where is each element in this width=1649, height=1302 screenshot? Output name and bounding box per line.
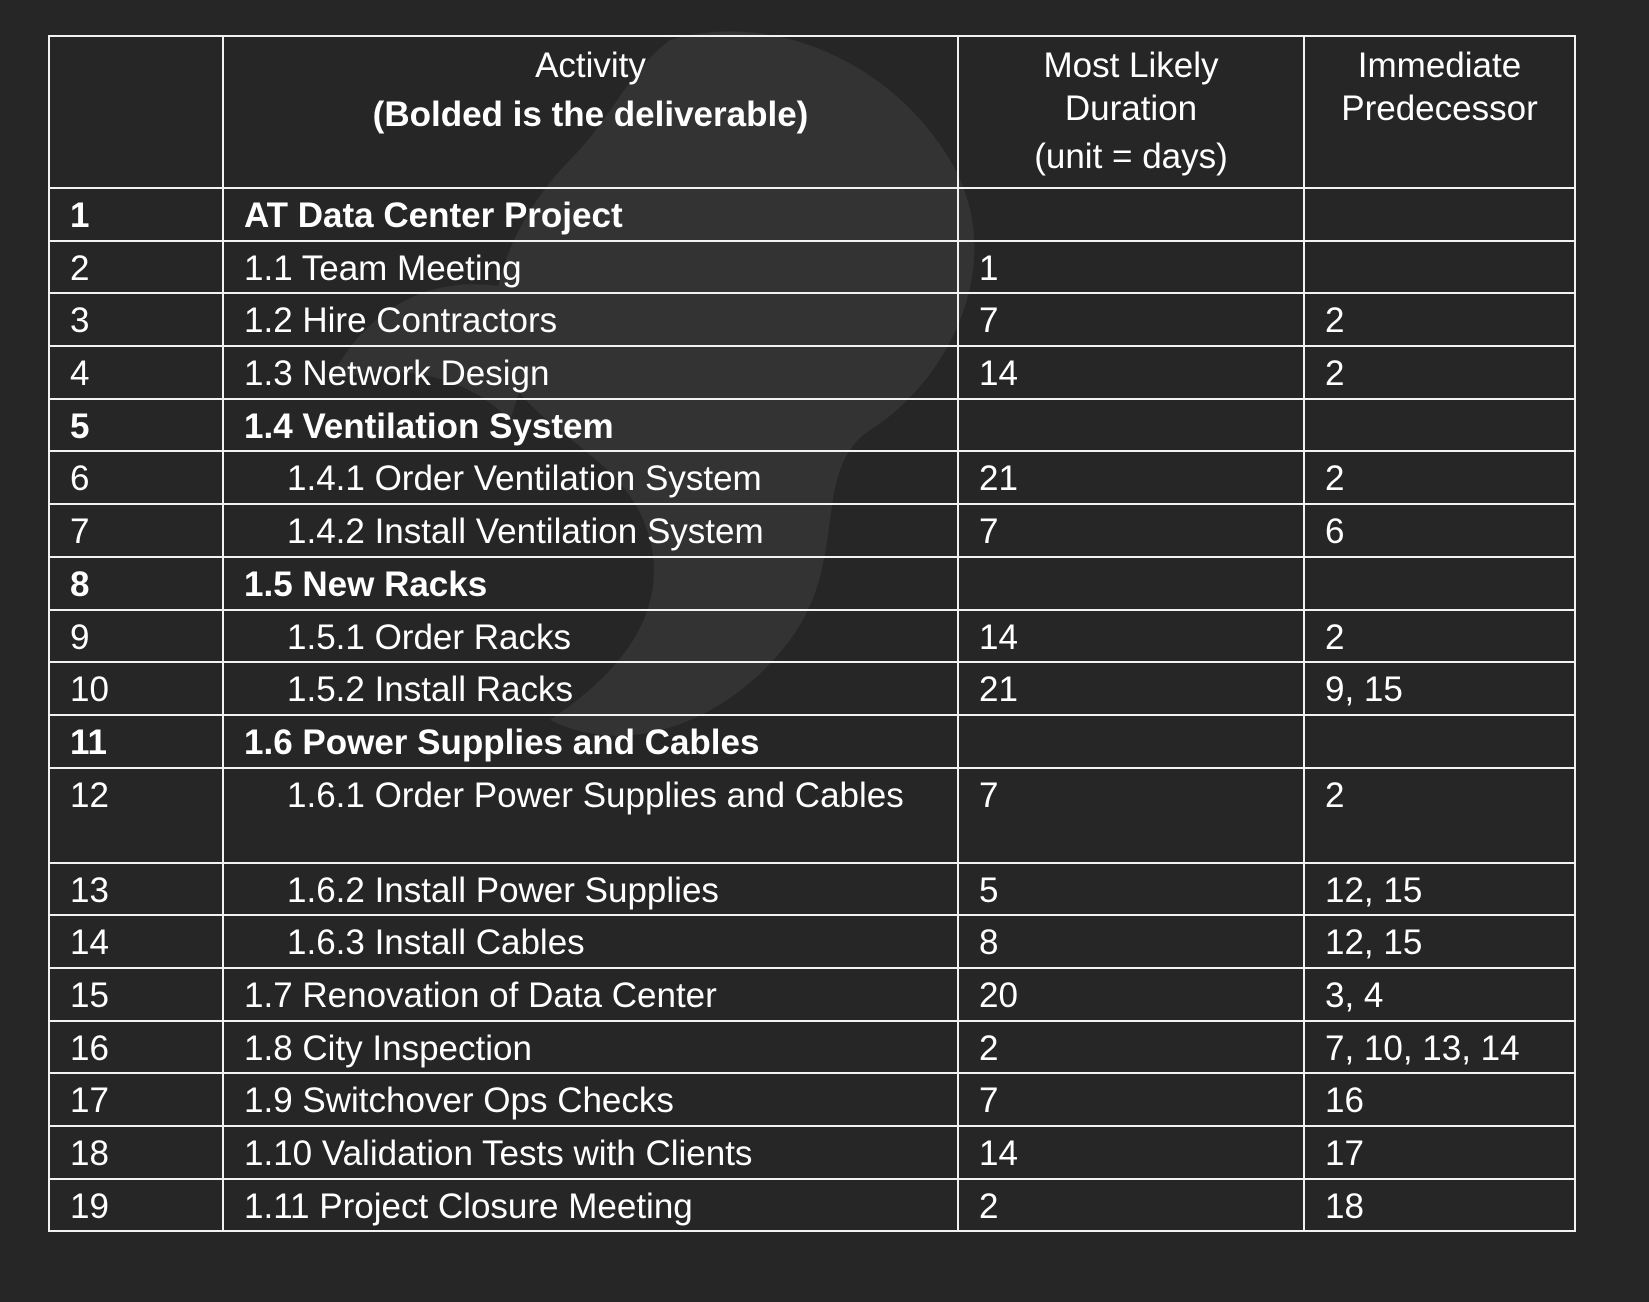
row-activity <box>223 662 958 715</box>
row-duration <box>958 399 1304 452</box>
row-predecessor: 2 <box>1304 451 1575 504</box>
header-predecessor-line1: Immediate <box>1357 46 1522 85</box>
row-predecessor <box>1304 557 1575 610</box>
row-duration: 7 <box>958 768 1304 863</box>
row-predecessor: 6 <box>1304 504 1575 557</box>
activity-text: 1.1 Team Meeting <box>244 248 522 288</box>
header-number <box>49 36 223 188</box>
row-activity <box>223 293 958 346</box>
row-number: 2 <box>49 241 223 294</box>
table-row <box>49 241 1575 294</box>
row-activity <box>223 768 958 863</box>
row-activity <box>223 1073 958 1126</box>
row-duration: 7 <box>958 1073 1304 1126</box>
table-row <box>49 188 1575 241</box>
activity-text: 1.6 Power Supplies and Cables <box>244 722 760 762</box>
activity-text: AT Data Center Project <box>244 196 623 235</box>
row-predecessor: 16 <box>1304 1073 1575 1126</box>
row-activity <box>223 557 958 610</box>
row-duration: 2 <box>958 1021 1304 1074</box>
activity-text: 1.6.2 Install Power Supplies <box>287 870 719 910</box>
header-duration-unit: (unit = days) <box>1034 137 1228 177</box>
activity-text: 1.5 New Racks <box>244 564 488 604</box>
row-activity <box>223 968 958 1021</box>
activity-text: 1.2 Hire Contractors <box>244 301 558 341</box>
header-duration-line2: Duration <box>1064 88 1198 128</box>
header-predecessor-line2: Predecessor <box>1341 88 1538 128</box>
row-duration: 14 <box>958 346 1304 399</box>
table-row <box>49 557 1575 610</box>
row-number: 6 <box>49 451 223 504</box>
row-predecessor: 2 <box>1304 768 1575 863</box>
activity-text: 1.3 Network Design <box>244 354 550 394</box>
row-duration: 1 <box>958 241 1304 294</box>
row-activity <box>223 610 958 663</box>
row-activity <box>223 346 958 399</box>
row-number: 7 <box>49 504 223 557</box>
row-predecessor <box>1304 715 1575 768</box>
activity-text: 1.9 Switchover Ops Checks <box>244 1081 674 1121</box>
row-number: 11 <box>49 715 223 768</box>
row-activity <box>223 451 958 504</box>
row-predecessor <box>1304 188 1575 241</box>
table-row <box>49 504 1575 557</box>
row-number: 19 <box>49 1179 223 1232</box>
row-predecessor <box>1304 399 1575 452</box>
table-row <box>49 399 1575 452</box>
row-duration: 21 <box>958 451 1304 504</box>
row-predecessor: 2 <box>1304 610 1575 663</box>
row-predecessor: 7, 10, 13, 14 <box>1304 1021 1575 1074</box>
row-number: 10 <box>49 662 223 715</box>
header-activity-title: Activity <box>535 46 646 85</box>
row-duration <box>958 188 1304 241</box>
row-number: 18 <box>49 1126 223 1179</box>
row-duration: 8 <box>958 915 1304 968</box>
row-duration: 2 <box>958 1179 1304 1232</box>
table-header-row <box>49 36 1575 188</box>
activity-text: 1.4.1 Order Ventilation System <box>287 459 762 499</box>
row-predecessor: 17 <box>1304 1126 1575 1179</box>
table-row <box>49 1073 1575 1126</box>
row-number: 13 <box>49 863 223 916</box>
activity-text: 1.11 Project Closure Meeting <box>244 1186 693 1226</box>
header-duration <box>958 36 1304 188</box>
activity-text: 1.8 City Inspection <box>244 1028 532 1068</box>
table-row <box>49 968 1575 1021</box>
row-duration <box>958 715 1304 768</box>
header-duration-line1: Most Likely <box>1043 46 1219 85</box>
row-activity <box>223 1021 958 1074</box>
row-number: 8 <box>49 557 223 610</box>
table-row <box>49 346 1575 399</box>
row-duration: 5 <box>958 863 1304 916</box>
row-activity <box>223 863 958 916</box>
row-predecessor <box>1304 241 1575 294</box>
row-duration: 7 <box>958 293 1304 346</box>
header-activity-note: (Bolded is the deliverable) <box>372 94 809 134</box>
header-predecessor <box>1304 36 1575 188</box>
row-number: 17 <box>49 1073 223 1126</box>
row-number: 16 <box>49 1021 223 1074</box>
row-predecessor: 2 <box>1304 293 1575 346</box>
activity-text: 1.4.2 Install Ventilation System <box>287 512 764 552</box>
activity-text: 1.6.3 Install Cables <box>287 923 585 963</box>
activity-text: 1.10 Validation Tests with Clients <box>244 1134 753 1173</box>
row-number: 15 <box>49 968 223 1021</box>
row-activity <box>223 399 958 452</box>
activity-text: 1.5.2 Install Racks <box>287 670 573 710</box>
row-activity <box>223 504 958 557</box>
activity-text: 1.4 Ventilation System <box>244 406 614 446</box>
row-predecessor: 18 <box>1304 1179 1575 1232</box>
row-number: 12 <box>49 768 223 863</box>
row-duration: 21 <box>958 662 1304 715</box>
row-predecessor: 3, 4 <box>1304 968 1575 1021</box>
row-activity <box>223 1179 958 1232</box>
row-activity <box>223 241 958 294</box>
table-row <box>49 1021 1575 1074</box>
table-row <box>49 662 1575 715</box>
table-row <box>49 293 1575 346</box>
row-number: 1 <box>49 188 223 241</box>
row-activity <box>223 915 958 968</box>
row-number: 3 <box>49 293 223 346</box>
activity-text: 1.7 Renovation of Data Center <box>244 975 717 1015</box>
table-row <box>49 1179 1575 1232</box>
table-row <box>49 1126 1575 1179</box>
row-activity <box>223 188 958 241</box>
activity-text: 1.6.1 Order Power Supplies and Cables <box>287 775 904 815</box>
row-predecessor: 12, 15 <box>1304 915 1575 968</box>
row-number: 5 <box>49 399 223 452</box>
row-duration <box>958 557 1304 610</box>
table-row <box>49 451 1575 504</box>
row-activity <box>223 715 958 768</box>
table-row <box>49 715 1575 768</box>
row-predecessor: 2 <box>1304 346 1575 399</box>
table-row <box>49 768 1575 863</box>
row-duration: 7 <box>958 504 1304 557</box>
row-number: 9 <box>49 610 223 663</box>
row-predecessor: 9, 15 <box>1304 662 1575 715</box>
activity-text: 1.5.1 Order Racks <box>287 617 571 657</box>
header-activity <box>223 36 958 188</box>
row-duration: 20 <box>958 968 1304 1021</box>
table-row <box>49 915 1575 968</box>
row-number: 4 <box>49 346 223 399</box>
table-row <box>49 610 1575 663</box>
row-activity <box>223 1126 958 1179</box>
row-predecessor: 12, 15 <box>1304 863 1575 916</box>
activity-schedule-table <box>48 35 1576 1232</box>
row-duration: 14 <box>958 610 1304 663</box>
row-number: 14 <box>49 915 223 968</box>
table-row <box>49 863 1575 916</box>
row-duration: 14 <box>958 1126 1304 1179</box>
